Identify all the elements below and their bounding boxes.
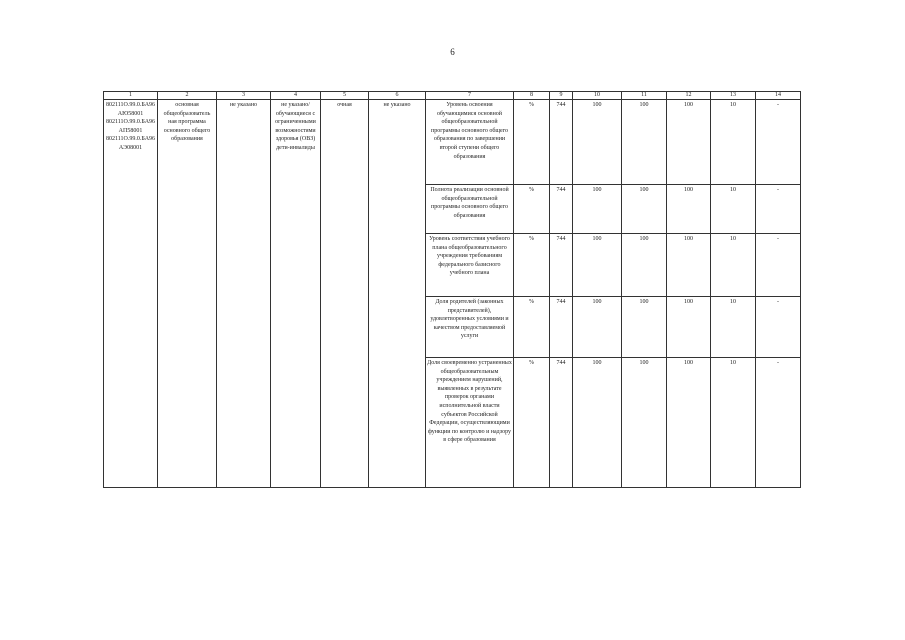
value-cell: 100 bbox=[667, 297, 711, 358]
column-header: 14 bbox=[756, 92, 801, 100]
okei-cell: 744 bbox=[550, 358, 573, 488]
indicator-name-cell: Уровень освоения обучающимися основной общеобразовательной программы основного общего образования по завершении второй ступени общего образования bbox=[426, 100, 514, 185]
value-cell: - bbox=[756, 234, 801, 297]
value-cell: 100 bbox=[573, 234, 622, 297]
value-cell: - bbox=[756, 185, 801, 234]
table-row bbox=[104, 100, 801, 185]
column-header: 6 bbox=[369, 92, 426, 100]
value-cell: 100 bbox=[622, 297, 667, 358]
value-cell: 10 bbox=[711, 234, 756, 297]
value-cell: 100 bbox=[622, 185, 667, 234]
column-header: 11 bbox=[622, 92, 667, 100]
okei-cell: 744 bbox=[550, 234, 573, 297]
indicator-name-cell: Полнота реализации основной общеобразовательной программы основного общего образования bbox=[426, 185, 514, 234]
value-cell: 100 bbox=[667, 358, 711, 488]
value-cell: 100 bbox=[573, 100, 622, 185]
value-cell: 100 bbox=[622, 234, 667, 297]
value-cell: 100 bbox=[622, 100, 667, 185]
unit-cell: % bbox=[514, 234, 550, 297]
condition-cell: не указано/ обучающиеся с ограниченными возможностями здоровья (ОВЗ) дети-инвалиды bbox=[271, 100, 321, 488]
value-cell: 100 bbox=[667, 185, 711, 234]
value-cell: 100 bbox=[667, 100, 711, 185]
okei-cell: 744 bbox=[550, 100, 573, 185]
column-header: 1 bbox=[104, 92, 158, 100]
okei-cell: 744 bbox=[550, 297, 573, 358]
column-header: 10 bbox=[573, 92, 622, 100]
page-number: 6 bbox=[450, 47, 455, 57]
column-number-row bbox=[104, 92, 801, 100]
column-header: 9 bbox=[550, 92, 573, 100]
column-header: 3 bbox=[217, 92, 271, 100]
column-header: 2 bbox=[158, 92, 217, 100]
value-cell: 10 bbox=[711, 185, 756, 234]
value-cell: 100 bbox=[573, 358, 622, 488]
value-cell: 100 bbox=[622, 358, 667, 488]
column-header: 7 bbox=[426, 92, 514, 100]
service-content-cell: основная общеобразователь ная программа основного общего образования bbox=[158, 100, 217, 488]
unit-cell: % bbox=[514, 100, 550, 185]
column-header: 12 bbox=[667, 92, 711, 100]
value-cell: 100 bbox=[573, 185, 622, 234]
column-header: 13 bbox=[711, 92, 756, 100]
indicator-name-cell: Уровень соответствия учебного плана общеобразовательного учреждения требованиям федерального базисного учебного плана bbox=[426, 234, 514, 297]
column-header: 5 bbox=[321, 92, 369, 100]
indicator-name-cell: Доля своевременно устраненных общеобразовательным учреждением нарушений, выявленных в результате проверок органами исполнительной власти субъектов Российской Федерации, осуществляющими функции по контролю и надзору в сфере образования bbox=[426, 358, 514, 488]
value-cell: 100 bbox=[667, 234, 711, 297]
service-quality-table bbox=[103, 91, 801, 488]
unit-cell: % bbox=[514, 358, 550, 488]
value-cell: 10 bbox=[711, 358, 756, 488]
value-cell: - bbox=[756, 100, 801, 185]
okei-cell: 744 bbox=[550, 185, 573, 234]
unit-cell: % bbox=[514, 185, 550, 234]
indicator-name-cell: Доля родителей (законных представителей), удовлетворенных условиями и качеством предоставляемой услуги bbox=[426, 297, 514, 358]
column-header: 8 bbox=[514, 92, 550, 100]
category-cell: не указано bbox=[217, 100, 271, 488]
value-cell: - bbox=[756, 358, 801, 488]
unit-cell: % bbox=[514, 297, 550, 358]
form-cell: очная bbox=[321, 100, 369, 488]
period-cell: не указано bbox=[369, 100, 426, 488]
value-cell: 10 bbox=[711, 297, 756, 358]
registry-codes-cell: 802111О.99.0.БА96АЮ58001 802111О.99.0.БА96АП58001 802111О.99.0.БА96АЭ08001 bbox=[104, 100, 158, 488]
column-header: 4 bbox=[271, 92, 321, 100]
value-cell: 100 bbox=[573, 297, 622, 358]
value-cell: - bbox=[756, 297, 801, 358]
value-cell: 10 bbox=[711, 100, 756, 185]
